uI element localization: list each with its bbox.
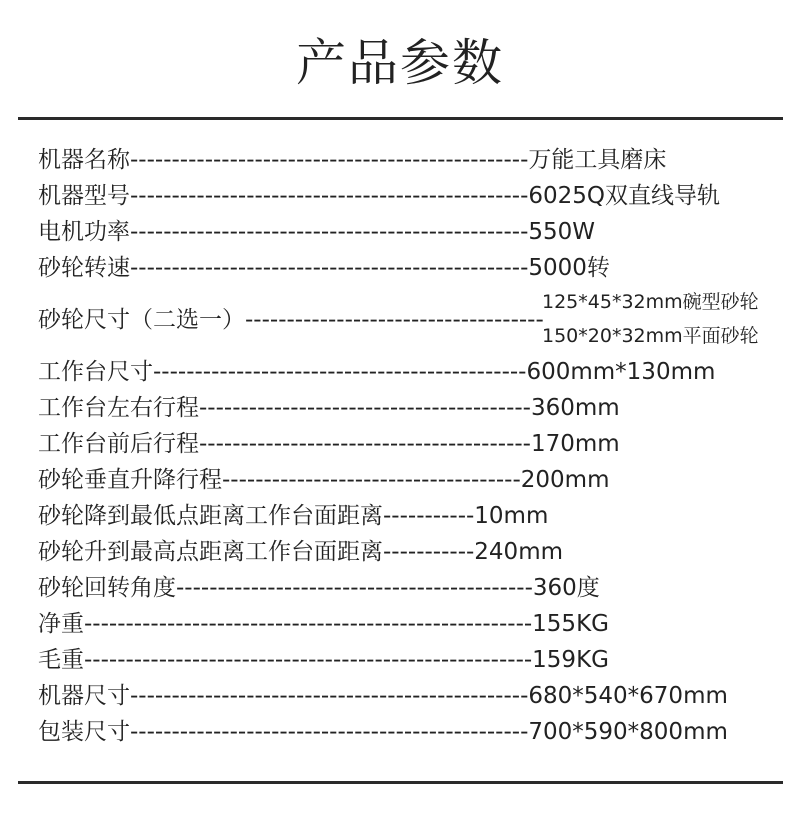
spec-row-swivel-angle bbox=[38, 570, 788, 606]
spec-line: 工作台尺寸---------------------------------------------600mm*130mm bbox=[38, 359, 716, 385]
spec-value-option-1: 125*45*32mm碗型砂轮 bbox=[542, 291, 759, 313]
spec-row-machine-model bbox=[38, 178, 788, 214]
spec-row-min-distance bbox=[38, 498, 788, 534]
spec-row-table-lr-travel bbox=[38, 390, 788, 426]
top-divider bbox=[18, 117, 783, 120]
spec-line: 净重------------------------------------------------------155KG bbox=[38, 611, 609, 637]
spec-line: 工作台左右行程----------------------------------------360mm bbox=[38, 395, 620, 421]
spec-row-wheel-speed bbox=[38, 250, 788, 286]
spec-line: 电机功率------------------------------------------------550W bbox=[38, 219, 596, 245]
spec-row-gross-weight bbox=[38, 642, 788, 678]
spec-line: 砂轮降到最低点距离工作台面距离-----------10mm bbox=[38, 503, 549, 529]
bottom-divider bbox=[18, 781, 783, 784]
spec-line: 工作台前后行程----------------------------------------170mm bbox=[38, 431, 620, 457]
spec-line: 砂轮回转角度-------------------------------------------360度 bbox=[38, 575, 600, 601]
spec-list bbox=[38, 142, 788, 750]
spec-label: 砂轮尺寸（二选一）------------------------------------ bbox=[38, 307, 544, 333]
spec-row-machine-size bbox=[38, 678, 788, 714]
spec-row-machine-name bbox=[38, 142, 788, 178]
spec-value-option-2: 150*20*32mm平面砂轮 bbox=[542, 325, 759, 347]
spec-line: 砂轮转速------------------------------------------------5000转 bbox=[38, 255, 610, 281]
spec-line: 砂轮升到最高点距离工作台面距离-----------240mm bbox=[38, 539, 564, 565]
spec-row-motor-power bbox=[38, 214, 788, 250]
page-title: 产品参数 bbox=[296, 34, 504, 92]
spec-line: 机器尺寸------------------------------------------------680*540*670mm bbox=[38, 683, 728, 709]
spec-row-package-size bbox=[38, 714, 788, 750]
spec-line: 砂轮垂直升降行程------------------------------------200mm bbox=[38, 467, 610, 493]
spec-line: 机器名称------------------------------------------------万能工具磨床 bbox=[38, 147, 667, 173]
spec-row-table-fb-travel bbox=[38, 426, 788, 462]
spec-row-table-size bbox=[38, 354, 788, 390]
spec-row-wheel-size bbox=[38, 286, 788, 354]
spec-line: 机器型号------------------------------------------------6025Q双直线导轨 bbox=[38, 183, 721, 209]
spec-row-max-distance bbox=[38, 534, 788, 570]
spec-row-vertical-travel bbox=[38, 462, 788, 498]
spec-row-net-weight bbox=[38, 606, 788, 642]
spec-line: 毛重------------------------------------------------------159KG bbox=[38, 647, 609, 673]
spec-line: 包装尺寸------------------------------------------------700*590*800mm bbox=[38, 719, 728, 745]
